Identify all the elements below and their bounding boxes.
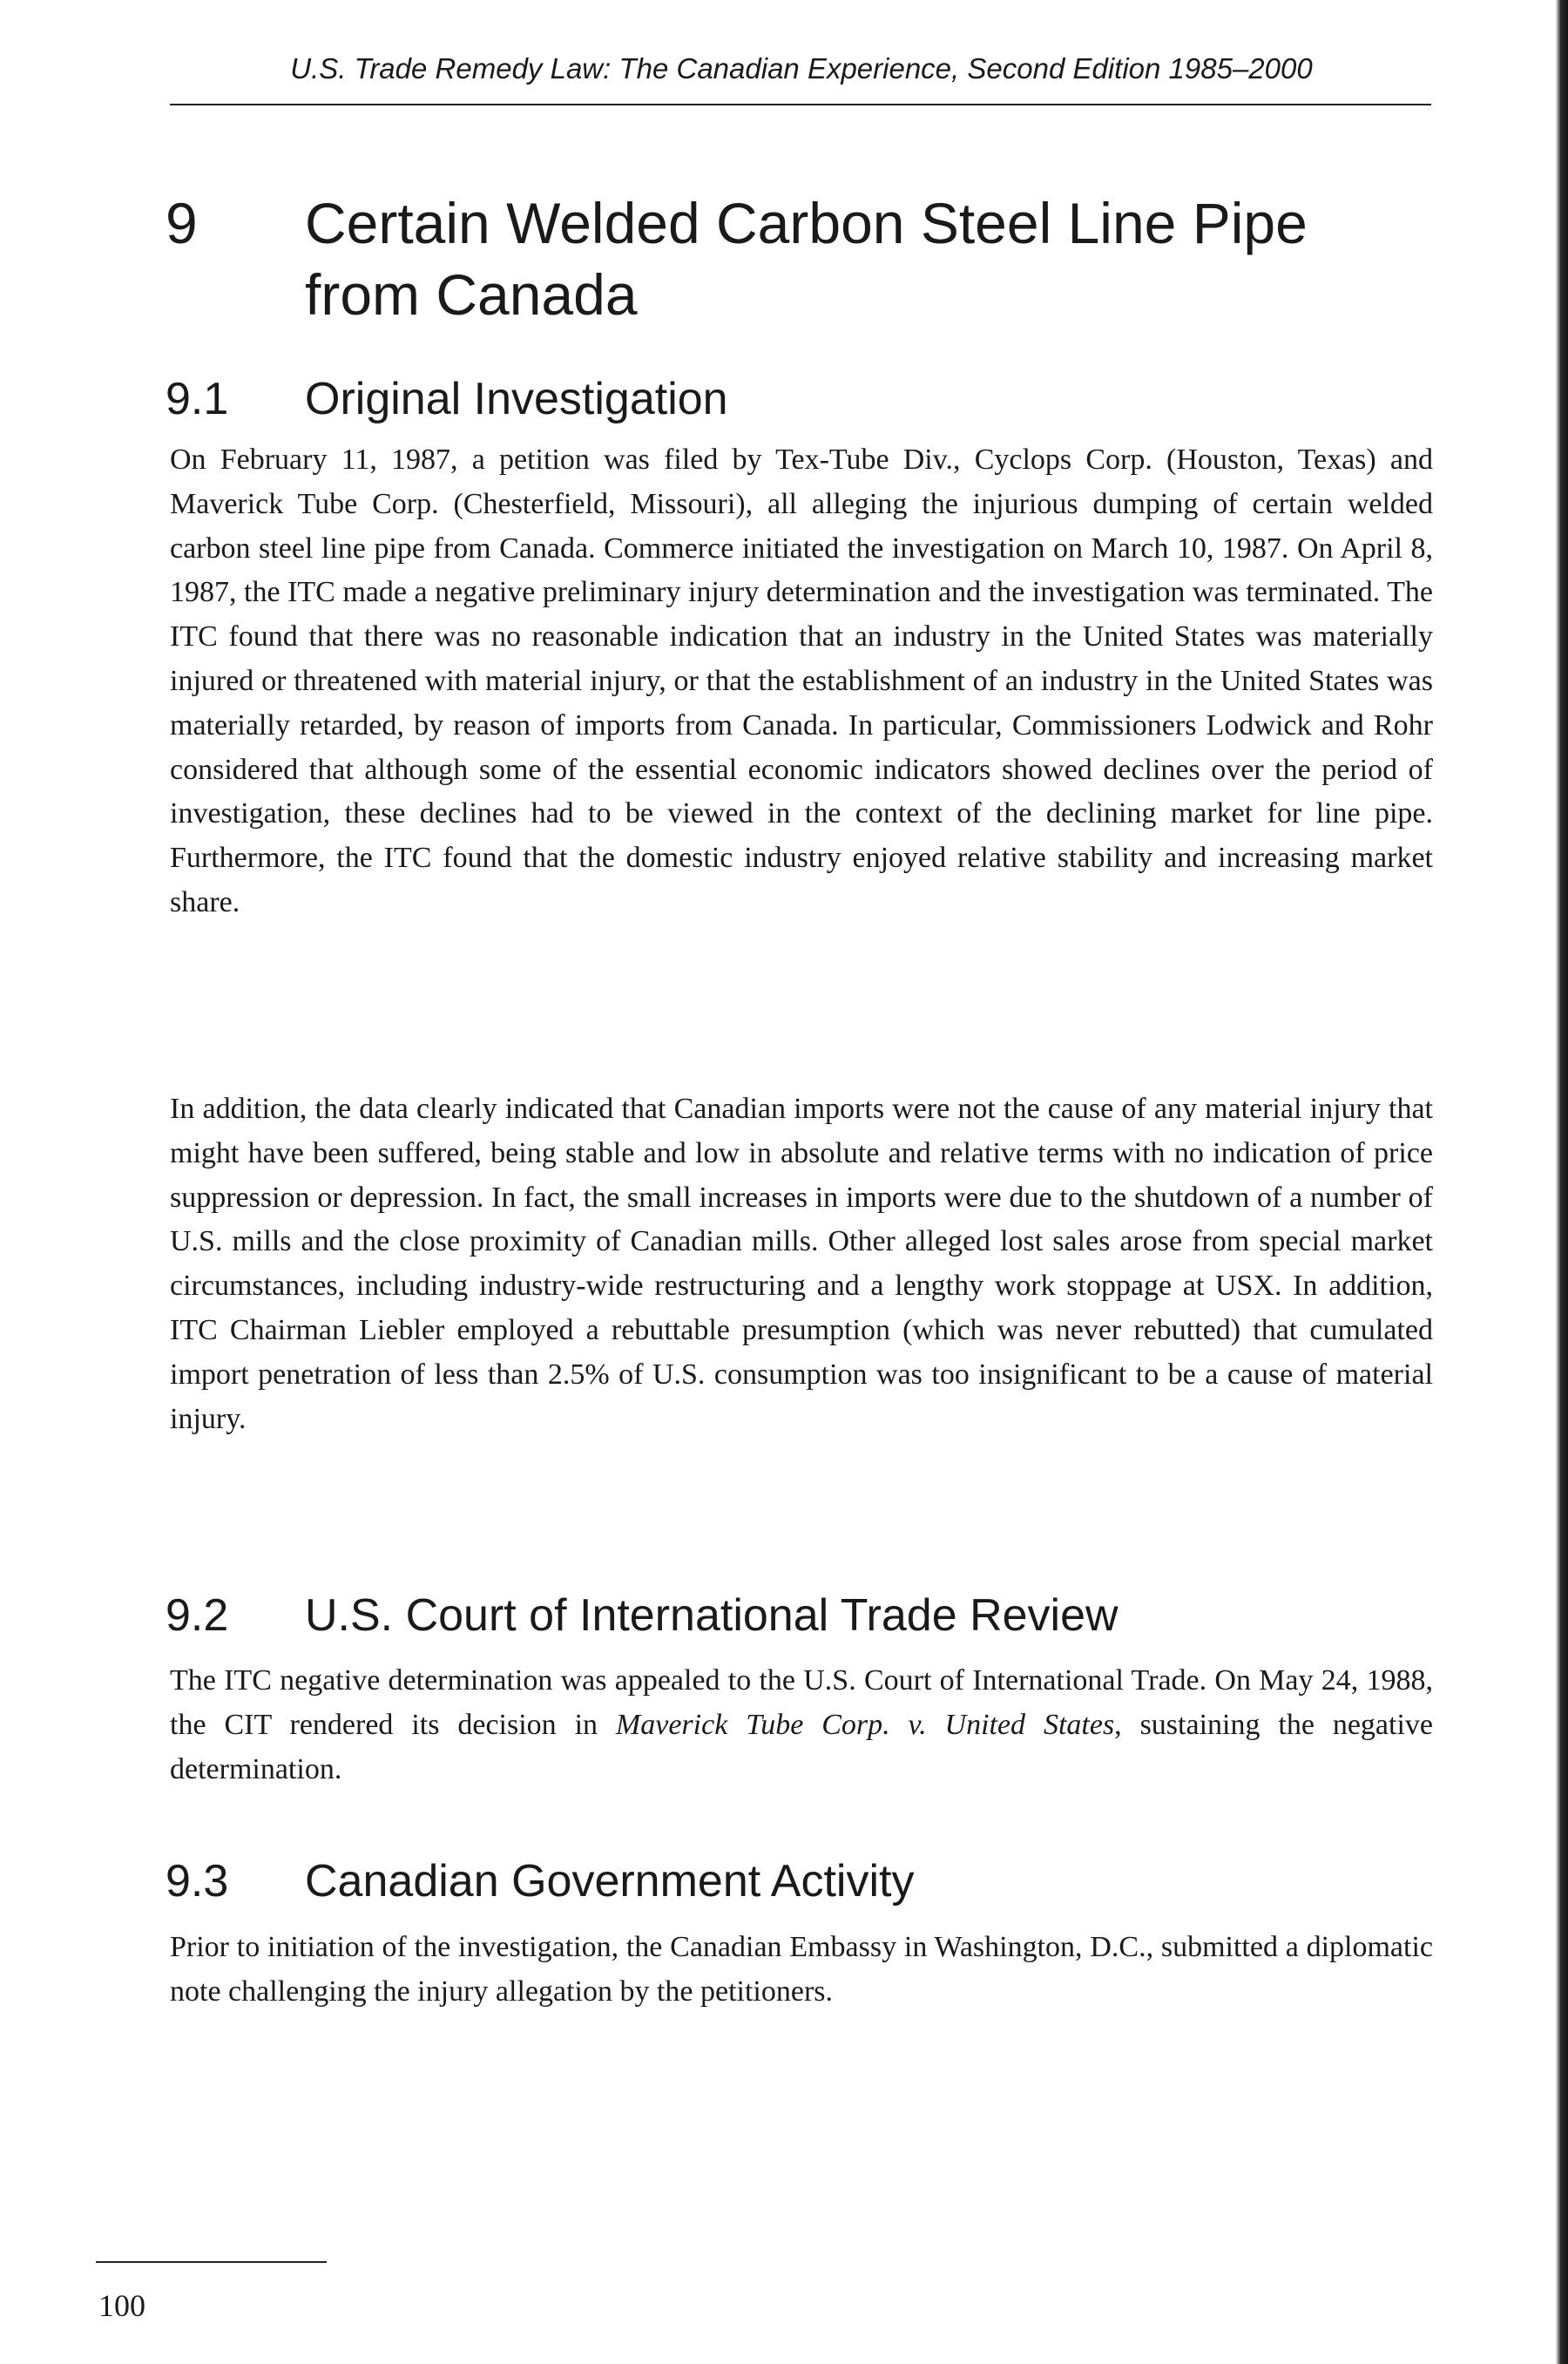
chapter-heading <box>166 187 1437 330</box>
section-title: Original Investigation <box>305 374 728 424</box>
section-heading-9-1 <box>166 371 1437 427</box>
section-heading-9-3 <box>166 1853 1437 1909</box>
court-review-text-after: , sustaining the negative determination. <box>170 1708 1433 1785</box>
case-name: Maverick Tube Corp. v. United States <box>615 1708 1115 1741</box>
footer-rule <box>96 2261 327 2263</box>
paragraph-original-investigation-2: In addition, the data clearly indicated that Canadian imports were not the cause of any material injury that might have been suffered, being stable and low in absolute and relative terms with no indication of price suppression or depression. In fact, the small increases in imports were due to the shutdown of a number of U.S. mills and the close proximity of Canadian mills. Other alleged lost sales arose from special market circumstances, including industry-wide restructuring and a lengthy work stoppage at USX. In addition, ITC Chairman Liebler employed a rebuttable presumption (which was never rebutted) that cumulated import penetration of less than 2.5% of U.S. consumption was too insignificant to be a cause of material injury. <box>170 1093 1433 1435</box>
court-review-text-before: The ITC negative determination was appealed to the U.S. Court of International Trade. On May 24, 1988, the CIT rendered its decision in <box>170 1664 1433 1741</box>
section-heading-9-2 <box>166 1588 1437 1643</box>
paragraph-government-activity: Prior to initiation of the investigation, the Canadian Embassy in Washington, D.C., submitted a diplomatic note challenging the injury allegation by the petitioners. <box>170 1931 1433 2008</box>
header-rule <box>170 104 1431 105</box>
section-number: 9.3 <box>166 1856 229 1907</box>
paragraph-original-investigation-1: On February 11, 1987, a petition was filed by Tex-Tube Div., Cyclops Corp. (Houston, Texas) and Maverick Tube Corp. (Chesterfield, Missouri), all alleging the injurious dumping of certain welded carbon steel line pipe from Canada. Commerce initiated the investigation on March 10, 1987. On April 8, 1987, the ITC made a negative preliminary injury determination and the investigation was terminated. The ITC found that there was no reasonable indication that an industry in the United States was materially injured or threatened with material injury, or that the establishment of an industry in the United States was materially retarded, by reason of imports from Canada. In particular, Commissioners Lodwick and Rohr considered that although some of the essential economic indicators showed declines over the period of investigation, these declines had to be viewed in the context of the declining market for line pipe. Furthermore, the ITC found that the domestic industry enjoyed relative stability and increasing market share. <box>170 444 1433 918</box>
section-title: Canadian Government Activity <box>305 1856 915 1907</box>
paragraph-court-review <box>170 1659 1433 1792</box>
section-number: 9.2 <box>166 1590 229 1641</box>
page-number: 100 <box>98 2288 145 2323</box>
chapter-number: 9 <box>166 191 198 255</box>
chapter-title: Certain Welded Carbon Steel Line Pipe from Canada <box>305 191 1308 327</box>
page-edge-shadow <box>1556 0 1568 2364</box>
section-number: 9.1 <box>166 374 229 424</box>
section-title: U.S. Court of International Trade Review <box>305 1590 1119 1641</box>
running-header: U.S. Trade Remedy Law: The Canadian Experience, Second Edition 1985–2000 <box>290 52 1313 85</box>
